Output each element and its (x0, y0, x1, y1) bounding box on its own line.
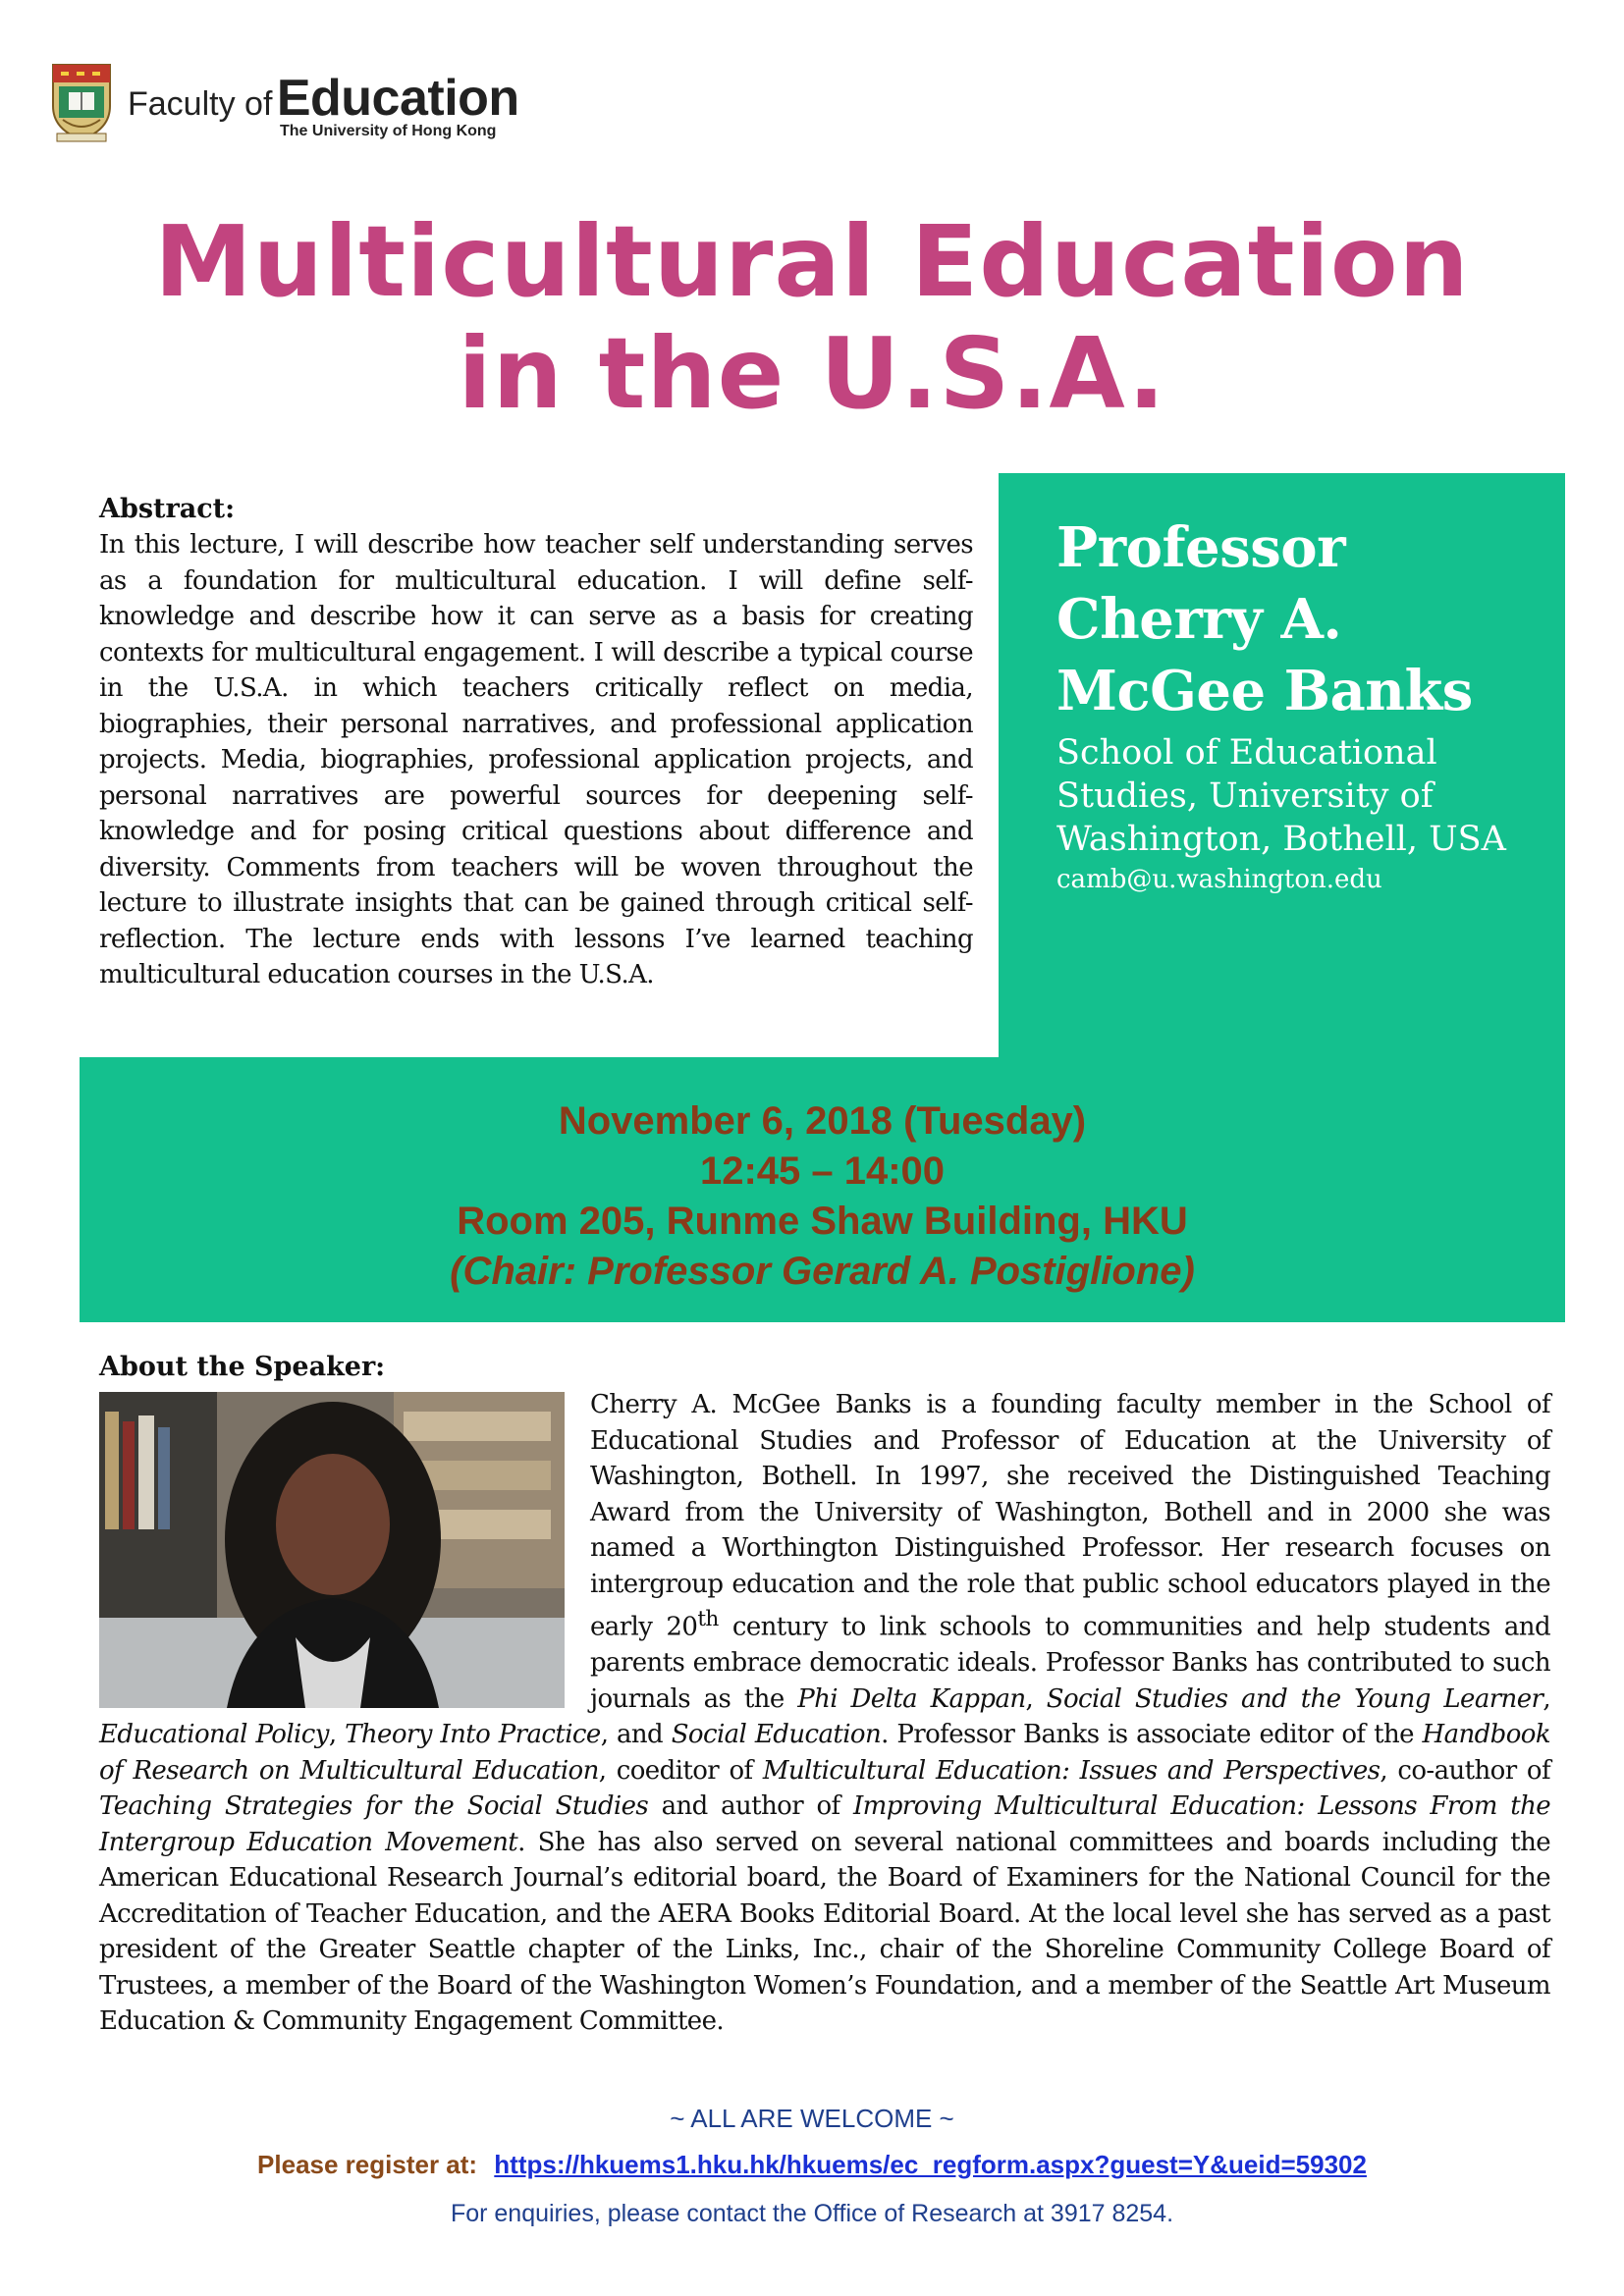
title-line-1: Multicultural Education (154, 204, 1470, 319)
abstract-text: In this lecture, I will describe how teacher self understanding serves as a foundation for multicultural education. I will define self-knowledge and describe how it can serve as a basis for creating contexts for multicultural engagement. I will describe a typical course in the U.S.A. in which teachers critically reflect on media, biographies, their personal narratives, and professional application projects. Media, biographies, professional application projects, and personal narratives are powerful sources for deepening self-knowledge and for posing critical questions about difference and diversity. Comments from teachers will be woven throughout the lecture to illustrate insights that can be gained through critical self-reflection. The lecture ends with lessons I’ve learned teaching multicultural education courses in the U.S.A. (99, 530, 973, 989)
speaker-affiliation: School of Educational Studies, University of Washington, Bothell, USA (1056, 733, 1506, 859)
register-link[interactable]: https://hkuems1.hku.hk/hkuems/ec_regform.aspx?guest=Y&ueid=59302 (494, 2150, 1367, 2179)
event-chair: (Chair: Professor Gerard A. Postiglione) (450, 1250, 1195, 1293)
faculty-name: Faculty of Education (128, 70, 519, 127)
registration-line (0, 2150, 1624, 2180)
title-line-2: in the U.S.A. (458, 316, 1166, 431)
speaker-email[interactable]: camb@u.washington.edu (1056, 865, 1382, 894)
about-heading: About the Speaker: (99, 1352, 386, 1382)
enquiries-text: For enquiries, please contact the Office of Research at 3917 8254. (450, 2200, 1174, 2227)
abstract-heading: Abstract: (99, 494, 236, 524)
event-venue: Room 205, Runme Shaw Building, HKU (457, 1200, 1188, 1243)
event-time: 12:45 – 14:00 (699, 1149, 946, 1193)
register-label: Please register at: (257, 2150, 478, 2179)
event-date: November 6, 2018 (Tuesday) (558, 1099, 1087, 1143)
hku-crest-logo (49, 61, 114, 143)
university-name: The University of Hong Kong (280, 123, 497, 139)
page-title (0, 206, 1624, 430)
speaker-name: Professor Cherry A. McGee Banks (1056, 515, 1473, 723)
welcome-text: ~ ALL ARE WELCOME ~ (670, 2104, 954, 2133)
speaker-bio: Cherry A. McGee Banks is a founding faculty member in the School of Educational Studies and Professor of Education at the University of Washington, Bothell. In 1997, she received the Distinguished Teaching Award from the University of Washington, Bothell and in 2000 she was named a Worthington Distinguished Professor. Her research focuses on intergroup education and the role that public school educators played in the early 20th century to link schools to communities and help students and parents embrace democratic ideals. Professor Banks has contributed to such journals as the Phi Delta Kappan, Social Studies and the Young Learner, Educational Policy, Theory Into Practice, and Social Education. Professor Banks is associate editor of the Handbook of Research on Multicultural Education, coeditor of Multicultural Education: Issues and Perspectives, co-author of Teaching Strategies for the Social Studies and author of Improving Multicultural Education: Lessons From the Intergroup Education Movement. She has also served on several national committees and boards including the American Educational Research Journal’s editorial board, the Board of Examiners for the National Council for the Accreditation of Teacher Education, and the AERA Books Editorial Board. At the local level she has served as a past president of the Greater Seattle chapter of the Links, Inc., chair of the Shoreline Community College Board of Trustees, a member of the Board of the Washington Women’s Foundation, and a member of the Seattle Art Museum Education & Community Engagement Committee. (99, 1390, 1551, 2037)
